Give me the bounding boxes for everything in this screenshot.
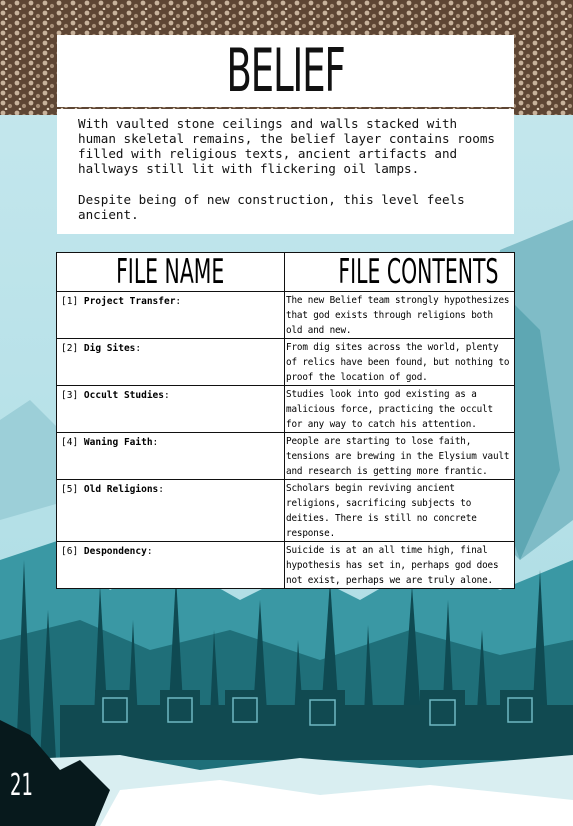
intro-box [57,109,514,234]
table-row [57,292,515,339]
page-title: BELIEF [226,36,345,106]
table-row [57,433,515,480]
file-contents-cell: Scholars begin reviving ancient religions, sacrificing subjects to deities. There is still no concrete response. [285,480,515,542]
file-name-cell: [6] Despondency: [57,542,285,589]
file-contents-cell: Studies look into god existing as a malicious force, practicing the occult for any way to catch his attention. [285,386,515,433]
file-name-cell: [3] Occult Studies: [57,386,285,433]
page-number: 21 [10,768,33,803]
intro-paragraph-1: With vaulted stone ceilings and walls stacked with human skeletal remains, the belief layer contains rooms filled with religious texts, ancient artifacts and hallways still lit with flickering oil lamps. [78,116,496,176]
file-contents-cell: Suicide is at an all time high, final hypothesis has set in, perhaps god does not exist, perhaps we are truly alone. [285,542,515,589]
file-name-cell: [4] Waning Faith: [57,433,285,480]
table-header-row [57,253,515,292]
header-file-name: FILE NAME [57,253,285,292]
file-contents-cell: The new Belief team strongly hypothesizes that god exists through religions both old and new. [285,292,515,339]
table-row [57,542,515,589]
file-name-cell: [2] Dig Sites: [57,339,285,386]
table-row [57,339,515,386]
table-row [57,480,515,542]
file-name-cell: [5] Old Religions: [57,480,285,542]
title-banner [57,35,514,107]
file-contents-cell: From dig sites across the world, plenty of relics have been found, but nothing to proof the location of god. [285,339,515,386]
file-table [56,252,515,589]
intro-paragraph-2: Despite being of new construction, this level feels ancient. [78,192,465,222]
file-name-cell: [1] Project Transfer: [57,292,285,339]
file-contents-cell: People are starting to lose faith, tensions are brewing in the Elysium vault and research is getting more frantic. [285,433,515,480]
table-row [57,386,515,433]
header-file-contents: FILE CONTENTS [285,253,515,292]
